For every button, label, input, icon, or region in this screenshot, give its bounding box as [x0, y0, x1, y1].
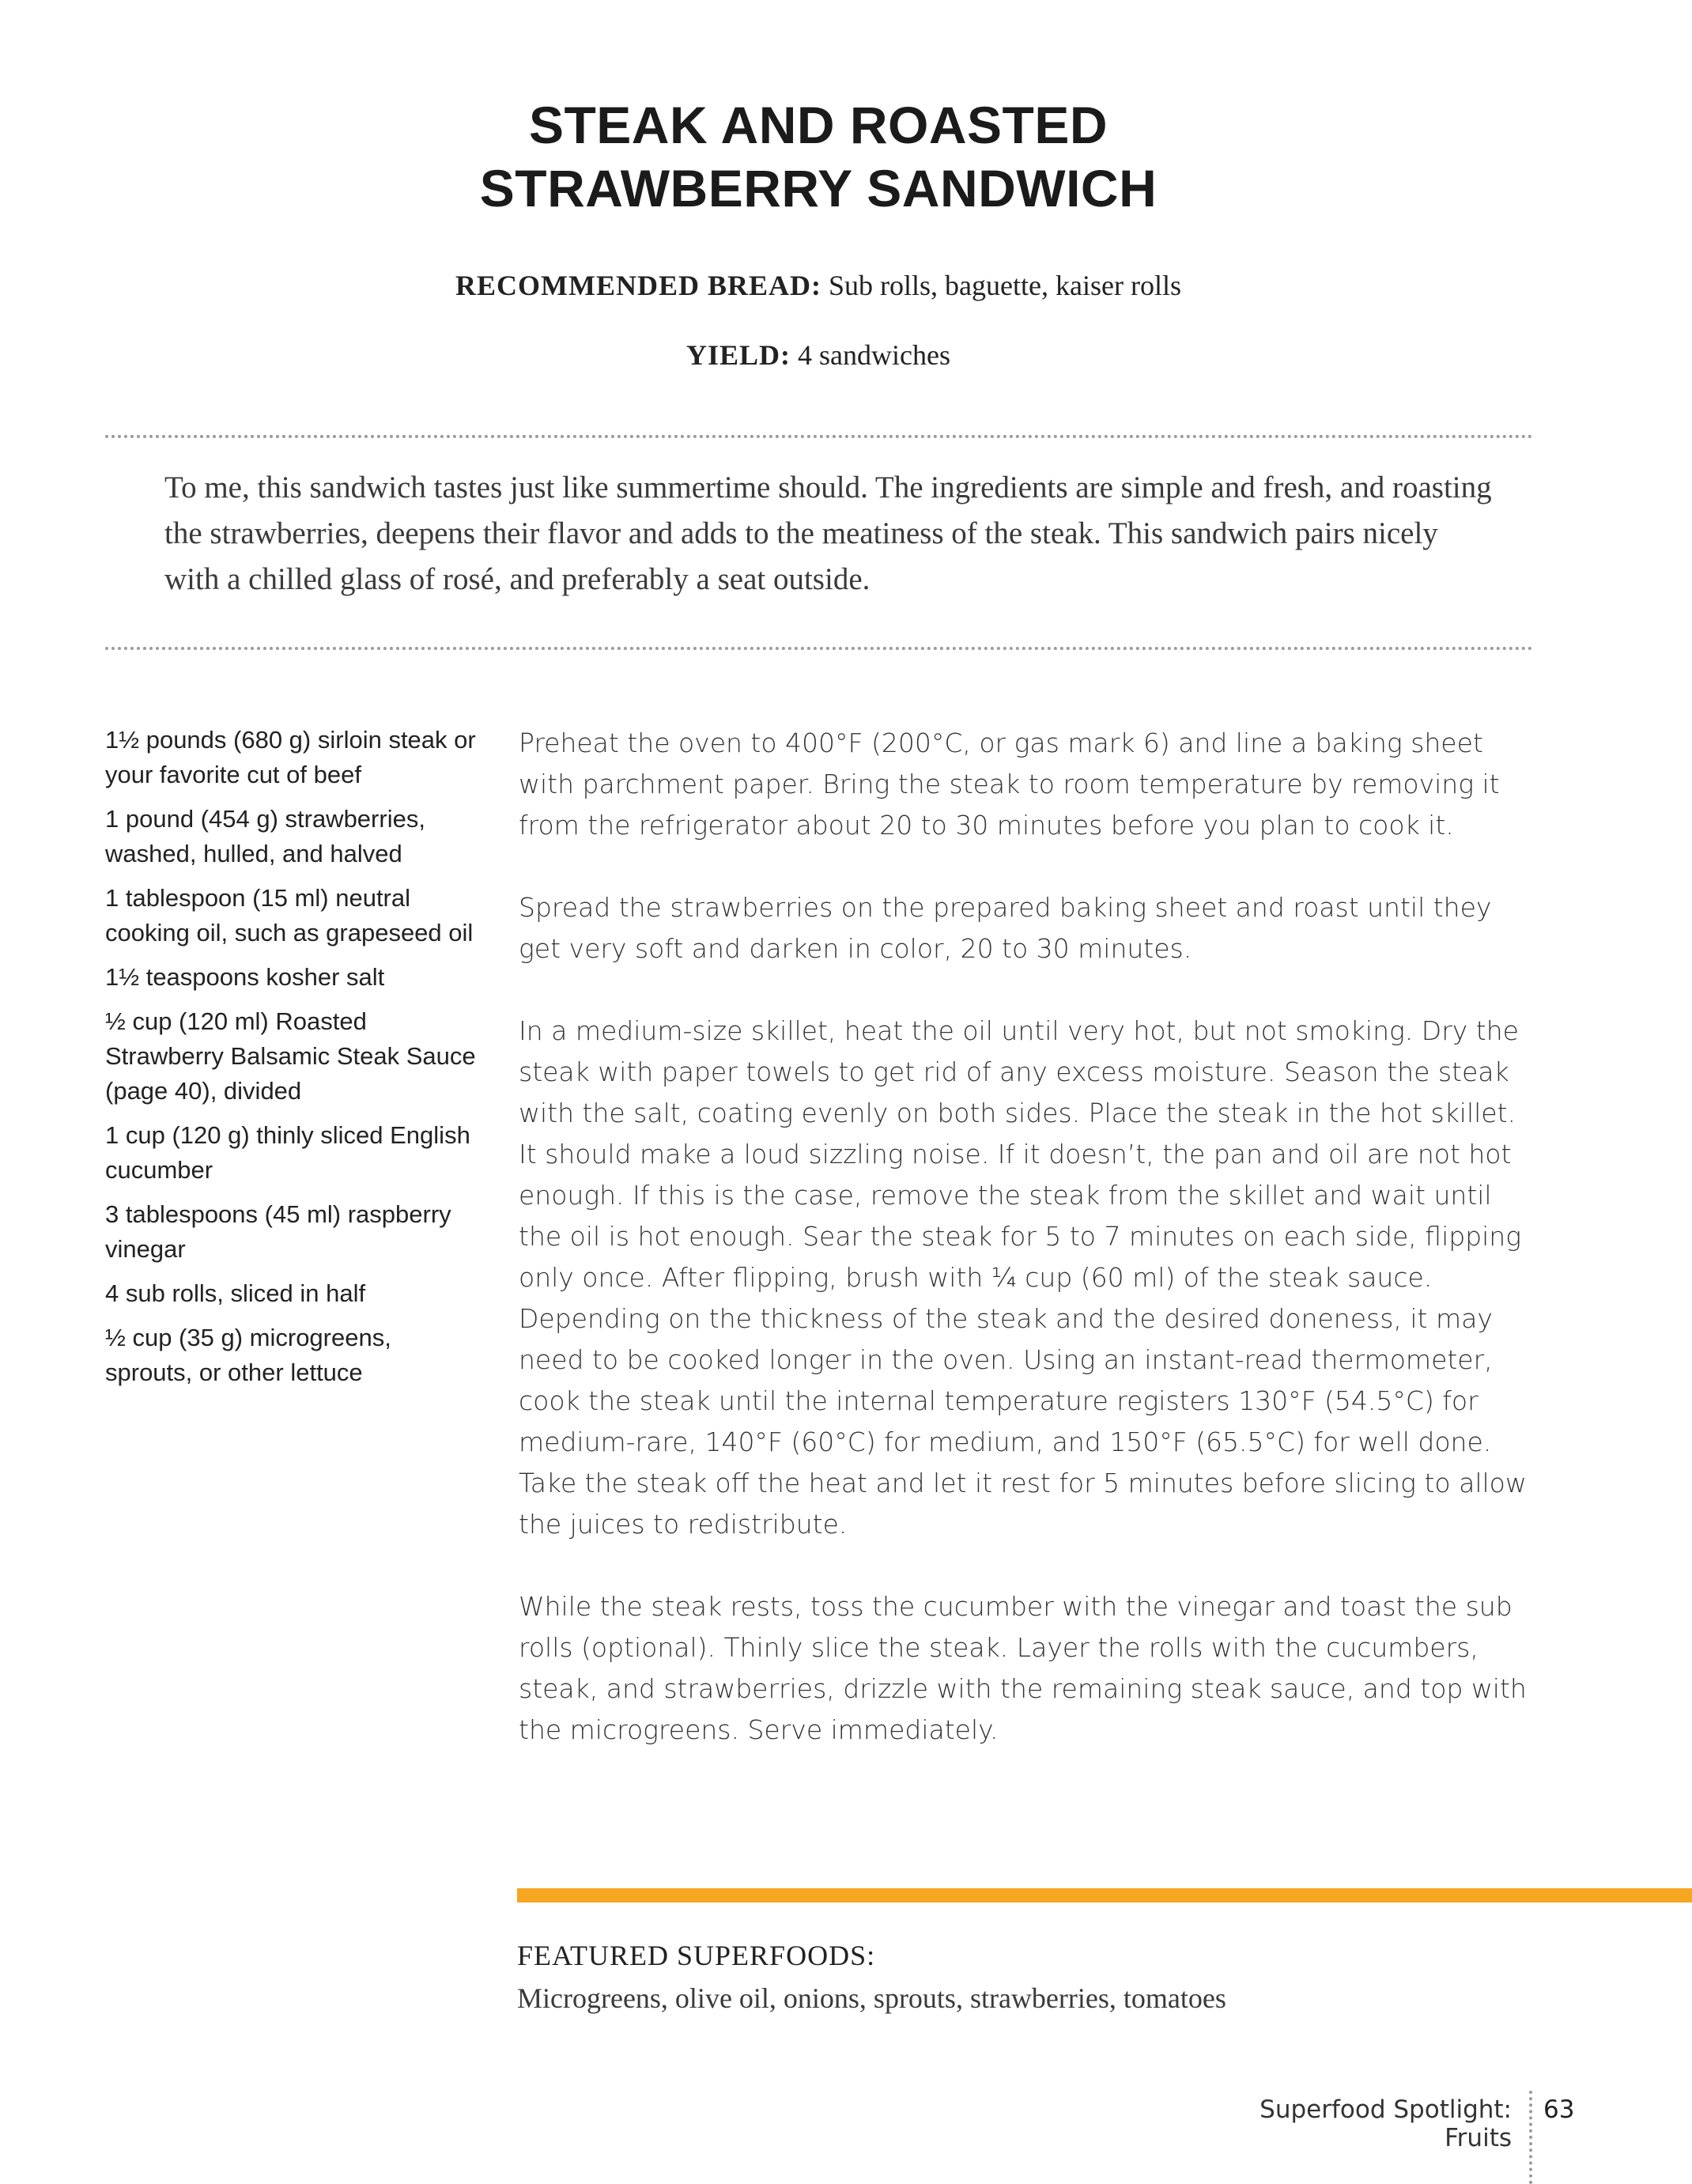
footer-dotted-separator	[1529, 2091, 1532, 2184]
recipe-title-line-1: STEAK AND ROASTED	[528, 96, 1108, 154]
featured-superfoods-heading: FEATURED SUPERFOODS:	[517, 1940, 876, 1971]
ingredient-item: 1 tablespoon (15 ml) neutral cooking oil, such as grapeseed oil	[105, 884, 474, 947]
method-step-4: While the steak rests, toss the cucumber with the vinegar and toast the sub rolls (optional). Thinly slice the steak. Layer the rolls with the cucumbers, steak, and strawberries, drizzle with the remaining steak sauce, and top with the microgreens. Serve immediately.	[519, 1591, 1527, 1745]
yield	[0, 338, 1637, 372]
ingredient-item: ½ cup (35 g) microgreens, sprouts, or other lettuce	[105, 1324, 391, 1386]
ingredient-item: ½ cup (120 ml) Roasted Strawberry Balsamic Steak Sauce (page 40), divided	[105, 1007, 476, 1105]
ingredient-item: 1½ pounds (680 g) sirloin steak or your favorite cut of beef	[105, 726, 476, 788]
ingredient-item: 1 cup (120 g) thinly sliced English cucumber	[105, 1121, 470, 1184]
recommended-bread-value: Sub rolls, baguette, kaiser rolls	[821, 270, 1181, 301]
ingredient-item: 4 sub rolls, sliced in half	[105, 1279, 366, 1307]
recipe-intro: To me, this sandwich tastes just like summertime should. The ingredients are simple and fresh, and roasting the strawberries, deepens their flavor and adds to the meatiness of the steak. This sandwich pairs nicely with a chilled glass of rosé, and preferably a seat outside.	[164, 470, 1492, 596]
featured-superfoods-list: Microgreens, olive oil, onions, sprouts, strawberries, tomatoes	[517, 1982, 1226, 2014]
recommended-bread-label: RECOMMENDED BREAD:	[455, 270, 822, 301]
method-step-1: Preheat the oven to 400°F (200°C, or gas mark 6) and line a baking sheet with parchment paper. Bring the steak to room temperature by removing it from the refrigerator about 20 to 30 minutes before you plan to cook it.	[519, 727, 1500, 841]
running-footer-section: Superfood Spotlight: Fruits	[1260, 2095, 1512, 2152]
method-step-3: In a medium-size skillet, heat the oil until very hot, but not smoking. Dry the steak with paper towels to get rid of any excess moisture. Season the steak with the salt, coating evenly on both sides. Place the steak in the hot skillet. It should make a loud sizzling noise. If it doesn’t, the pan and oil are not hot enough. If this is the case, remove the steak from the skillet and wait until the oil is hot enough. Sear the steak for 5 to 7 minutes on each side, flipping only once. After flipping, brush with ¼ cup (60 ml) of the steak sauce. Depending on the thickness of the steak and the desired doneness, it may need to be cooked longer in the oven. Using an instant-read thermometer, cook the steak until the internal temperature registers 130°F (54.5°C) for medium-rare, 140°F (60°C) for medium, and 150°F (65.5°C) for well done. Take the steak off the heat and let it rest for 5 minutes before slicing to allow the juices to redistribute.	[519, 1015, 1527, 1540]
yield-value: 4 sandwiches	[791, 339, 950, 371]
ingredient-item: 1½ teaspoons kosher salt	[105, 963, 385, 991]
yield-label: YIELD:	[686, 339, 791, 371]
accent-bar	[517, 1888, 1692, 1902]
ingredient-list	[105, 723, 477, 1400]
ingredient-item: 3 tablespoons (45 ml) raspberry vinegar	[105, 1200, 451, 1263]
ingredient-item: 1 pound (454 g) strawberries, washed, hulled, and halved	[105, 805, 425, 867]
page-number: 63	[1543, 2095, 1575, 2124]
dotted-divider-bottom	[105, 647, 1533, 650]
method-step-2: Spread the strawberries on the prepared baking sheet and roast until they get very soft and darken in color, 20 to 30 minutes.	[519, 892, 1492, 964]
dotted-divider-top	[105, 435, 1533, 438]
recipe-title-line-2: STRAWBERRY SANDWICH	[479, 159, 1158, 217]
method-steps	[519, 723, 1539, 1792]
recipe-title	[0, 93, 1637, 220]
recommended-bread	[0, 269, 1637, 302]
